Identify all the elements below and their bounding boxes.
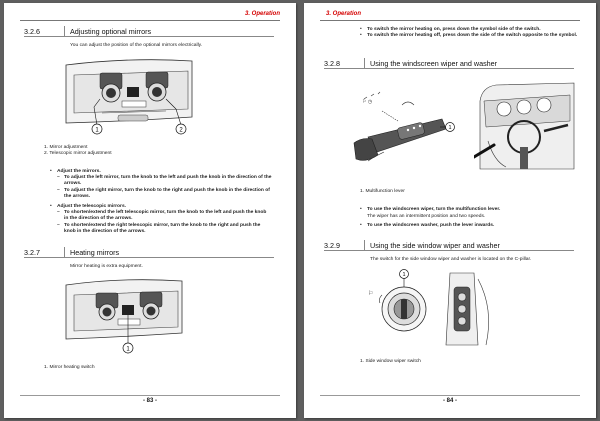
section-title: Using the windscreen wiper and washer [370,59,498,68]
legend-item: 1. Mirror adjustment [44,145,88,150]
section-number: 3.2.7 [24,248,40,257]
bullet-item: • To use the windscreen wiper, turn the multifunction lever. [360,207,582,213]
bullet-title: • Adjust the telescopic mirrors. [50,204,272,210]
instruction-block-mirrors [50,169,272,235]
section-title: Adjusting optional mirrors [70,27,152,36]
bullet-item: • To switch the mirror heating off, press down the side of the switch opposite to the symbol. [360,33,582,39]
callout-1: 1 [95,127,99,134]
figure-legend: 1. Mirror heating switch [44,365,95,370]
callout-1: 1 [126,346,130,353]
section-number: 3.2.9 [324,241,340,250]
section-number: 3.2.8 [324,59,340,68]
callout-1: 1 [448,125,452,132]
header-rule [20,20,280,21]
bullet-item: • To use the windscreen washer, push the lever inwards. [360,223,582,229]
svg-text:⚐ ◷: ⚐ ◷ [362,99,373,105]
section-title: Using the side window wiper and washer [370,241,500,250]
section-intro: You can adjust the position of the optional mirrors electrically. [70,43,203,48]
chapter-header: 3. Operation [244,11,280,17]
bullet-subitem: – To shorten/extend the right telescopic mirror, turn the knob to the right and push the knob in the direction of the arrows. [50,223,272,235]
right-page [304,3,596,418]
section-intro: Mirror heating is extra equipment. [70,264,143,269]
cab-interior-figure [474,81,578,171]
header-rule [320,20,580,21]
figure-legend: 1. Side window wiper switch [360,359,421,364]
section-heading-3-2-9 [324,241,574,251]
chapter-header: 3. Operation [326,11,362,17]
heating-instructions [360,27,582,39]
footer-rule [320,395,580,396]
section-intro: The switch for the side window wiper and washer is located on the C-pillar. [370,257,532,262]
section-heading-3-2-8 [324,59,574,69]
multifunction-lever-figure [344,81,456,171]
legend-item: 2. Telescopic mirror adjustment [44,151,112,157]
section-heading-3-2-7 [24,248,274,258]
figure-legend: 1. Multifunction lever [360,189,405,194]
callout-2: 2 [179,127,183,134]
bullet-subitem: – To adjust the right mirror, turn the knob to the right and push the knob in the direction of the arrows. [50,188,272,200]
callout-1: 1 [402,272,406,279]
svg-text:⚐: ⚐ [368,291,374,297]
section-heading-3-2-6 [24,27,274,37]
section-number: 3.2.6 [24,27,40,36]
figure-legend [44,145,264,157]
page-number: - 83 - [142,398,157,404]
bullet-subitem: – To shorten/extend the left telescopic mirror, turn the knob to the left and push the knob in the direction of the arrows. [50,210,272,222]
mirror-heating-figure [62,277,186,357]
page-number: - 84 - [442,398,457,404]
wiper-instructions [360,207,582,230]
section-title: Heating mirrors [70,248,120,257]
note-text: The wiper has an intermittent position and two speeds. [367,214,486,220]
side-wiper-switch-figure [354,269,514,349]
footer-rule [20,395,280,396]
bullet-title: • Adjust the mirrors. [50,169,272,175]
bullet-item: • To switch the mirror heating on, press down the symbol side of the switch. [360,27,582,33]
mirror-controls-figure [62,57,196,141]
left-page [4,3,296,418]
bullet-subitem: – To adjust the left mirror, turn the knob to the left and push the knob in the direction of the arrows. [50,175,272,187]
